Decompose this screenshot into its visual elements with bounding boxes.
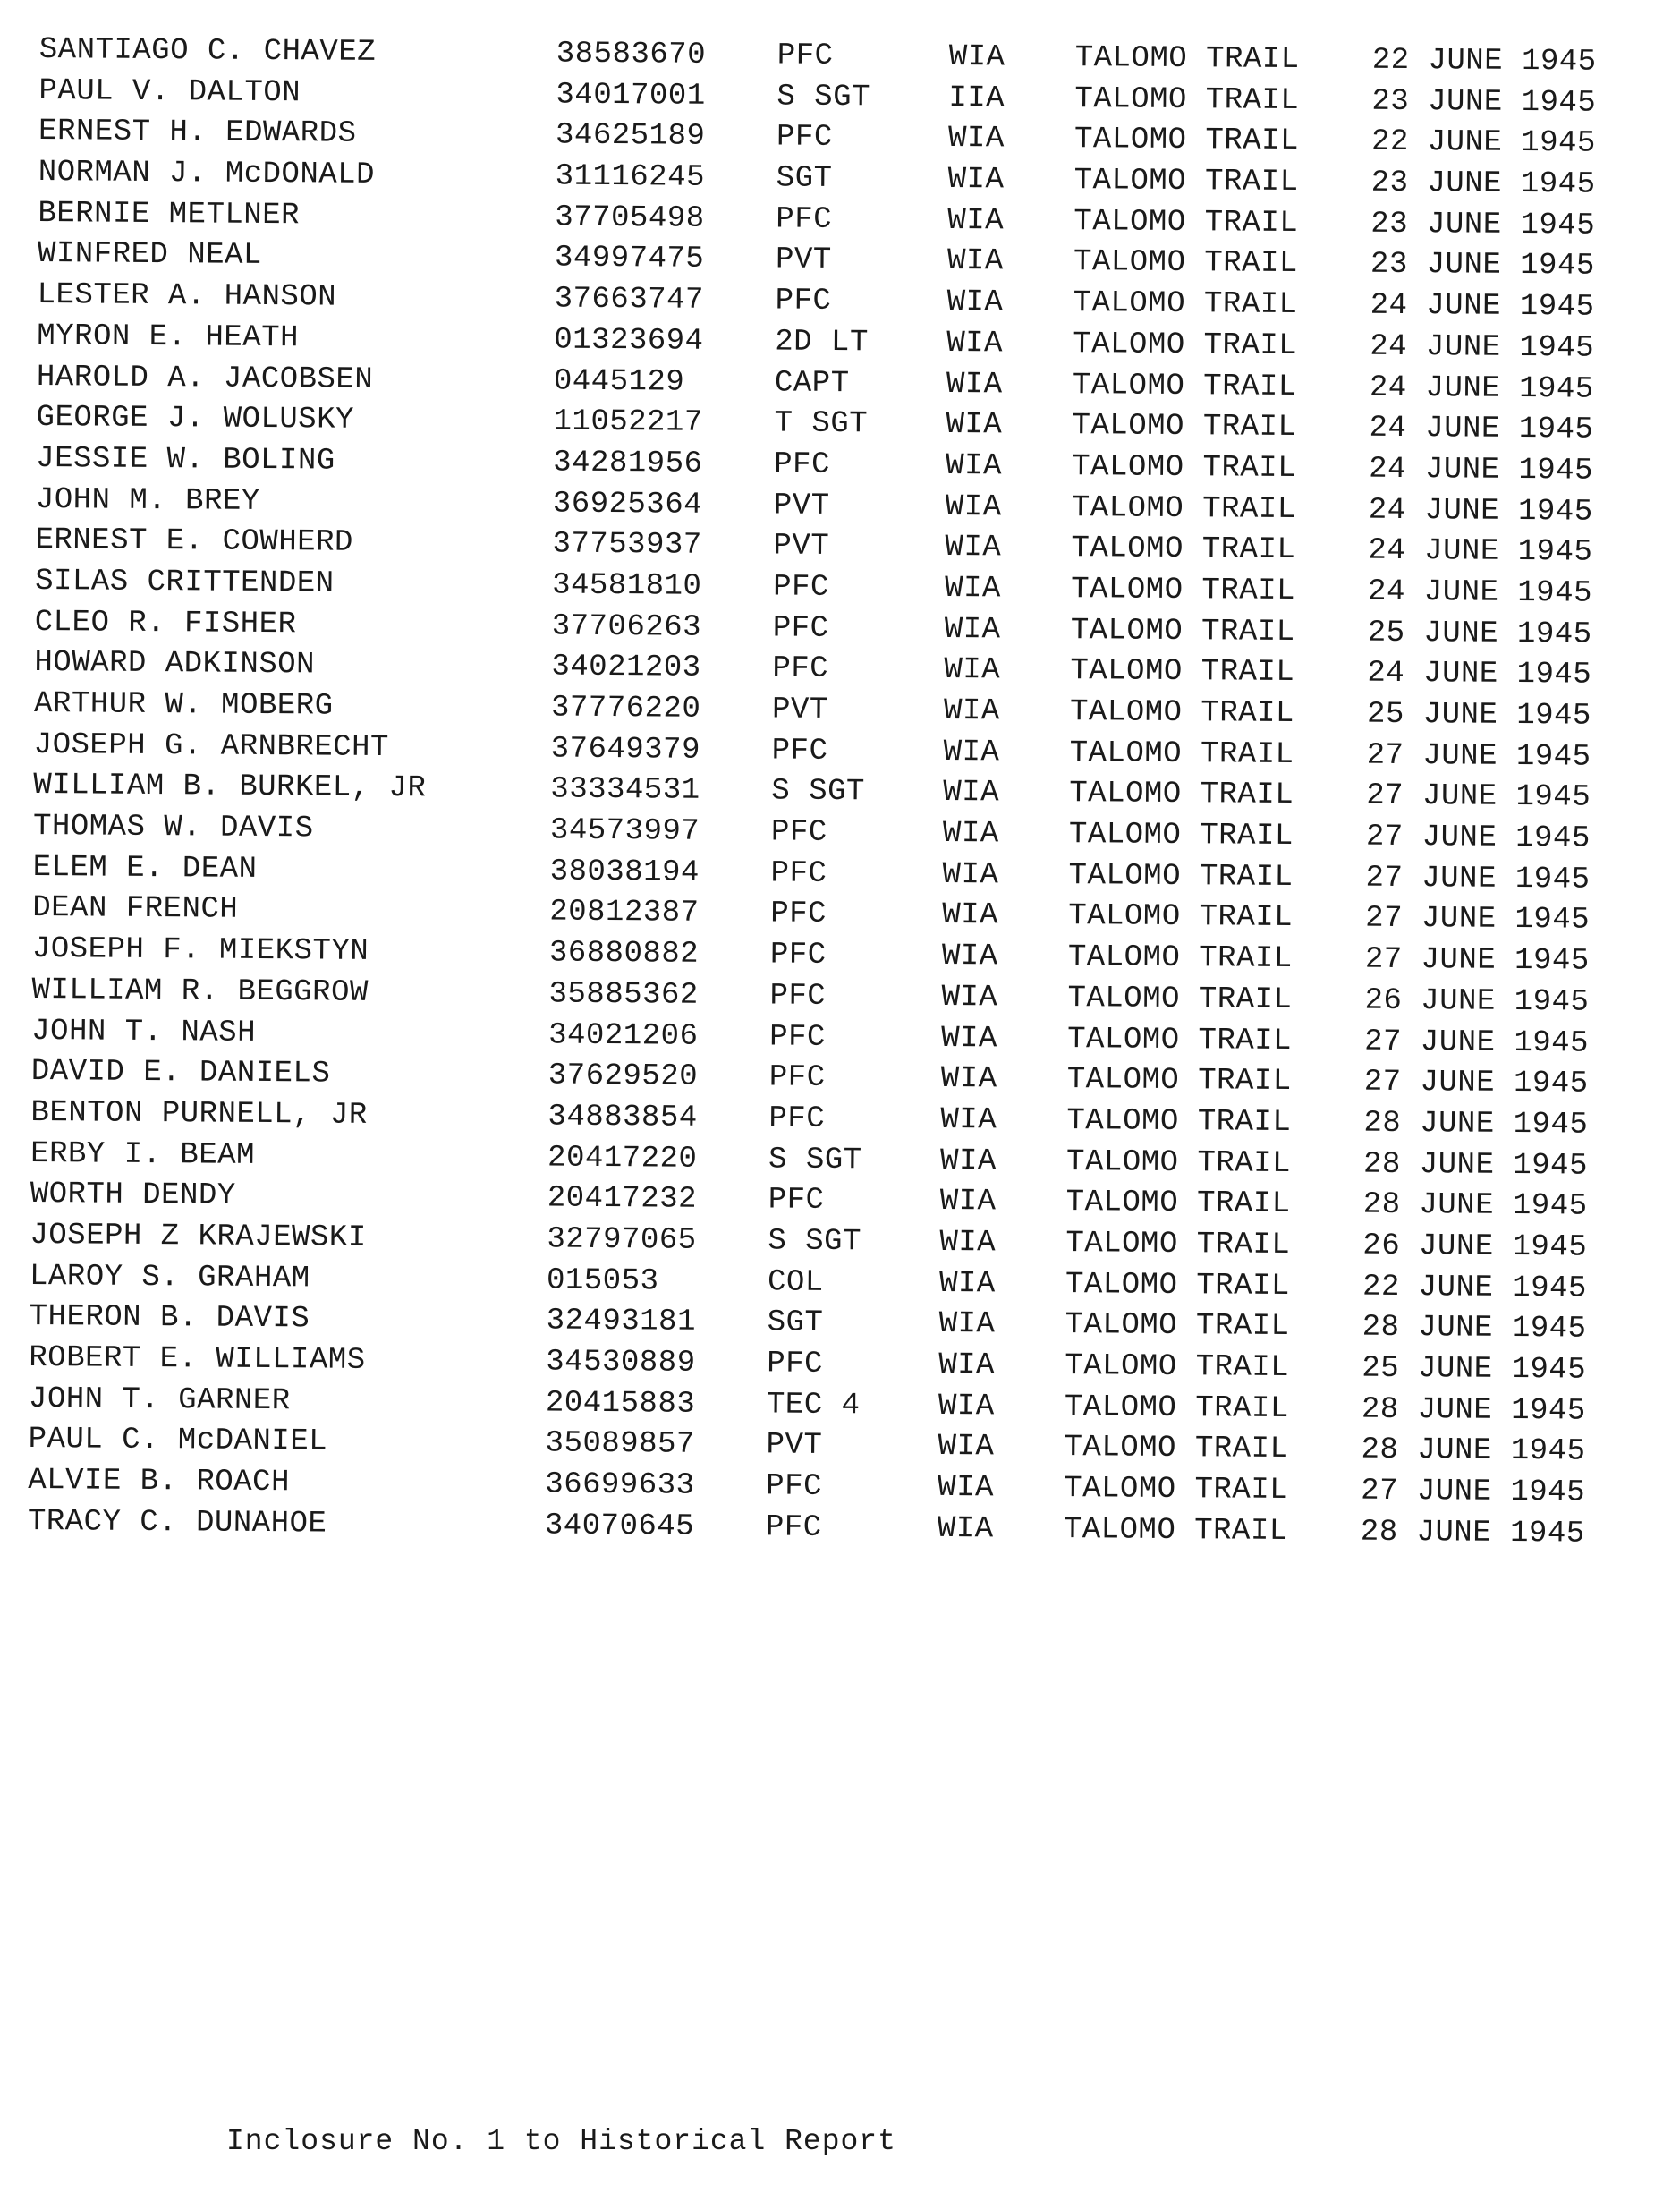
location: TALOMO TRAIL xyxy=(1070,654,1295,691)
soldier-name: WORTH DENDY xyxy=(30,1177,236,1214)
casualty-date: 27 JUNE 1945 xyxy=(1361,1474,1586,1510)
casualty-date: 27 JUNE 1945 xyxy=(1364,942,1590,979)
casualty-date: 25 JUNE 1945 xyxy=(1367,616,1592,652)
location: TALOMO TRAIL xyxy=(1072,449,1297,486)
serial-number: 31116245 xyxy=(555,159,706,195)
location: TALOMO TRAIL xyxy=(1067,1022,1293,1058)
serial-number: 34021203 xyxy=(551,650,701,686)
casualty-date: 23 JUNE 1945 xyxy=(1370,248,1595,285)
casualty-status: WIA xyxy=(940,1062,997,1097)
location: TALOMO TRAIL xyxy=(1068,858,1294,895)
casualty-status: WIA xyxy=(946,326,1004,361)
serial-number: 20812387 xyxy=(549,895,700,931)
casualty-date: 24 JUNE 1945 xyxy=(1367,574,1593,611)
rank: PFC xyxy=(769,938,827,973)
serial-number: 36925364 xyxy=(552,487,703,523)
location: TALOMO TRAIL xyxy=(1065,1226,1291,1262)
rank: PFC xyxy=(766,1469,823,1504)
casualty-status: WIA xyxy=(946,367,1003,402)
rank: SGT xyxy=(767,1305,824,1341)
rank: PFC xyxy=(768,1183,825,1219)
rank: S SGT xyxy=(768,1224,862,1260)
casualty-status: WIA xyxy=(941,939,998,974)
casualty-status: WIA xyxy=(937,1511,994,1547)
serial-number: 01323694 xyxy=(554,323,704,359)
soldier-name: JOSEPH F. MIEKSTYN xyxy=(31,932,369,970)
serial-number: 37663747 xyxy=(554,282,705,318)
soldier-name: ERNEST E. COWHERD xyxy=(35,523,354,561)
casualty-date: 26 JUNE 1945 xyxy=(1364,983,1590,1020)
location: TALOMO TRAIL xyxy=(1069,735,1294,772)
location: TALOMO TRAIL xyxy=(1074,81,1300,118)
soldier-name: ERNEST H. EDWARDS xyxy=(38,115,357,152)
serial-number: 37649379 xyxy=(550,732,701,768)
casualty-date: 27 JUNE 1945 xyxy=(1366,779,1591,816)
casualty-status: WIA xyxy=(947,203,1005,239)
casualty-status: WIA xyxy=(938,1347,996,1383)
serial-number: 34581810 xyxy=(551,568,702,604)
soldier-name: MYRON E. HEATH xyxy=(37,319,300,356)
serial-number: 0445129 xyxy=(553,364,685,400)
casualty-date: 27 JUNE 1945 xyxy=(1364,1024,1590,1061)
casualty-date: 24 JUNE 1945 xyxy=(1370,288,1595,325)
soldier-name: ROBERT E. WILLIAMS xyxy=(29,1340,366,1378)
location: TALOMO TRAIL xyxy=(1072,368,1297,404)
casualty-roster xyxy=(28,30,1650,1556)
casualty-date: 28 JUNE 1945 xyxy=(1360,1515,1585,1551)
serial-number: 015053 xyxy=(546,1263,659,1299)
casualty-status: WIA xyxy=(942,898,999,933)
serial-number: 34625189 xyxy=(555,118,706,155)
location: TALOMO TRAIL xyxy=(1064,1431,1289,1467)
soldier-name: GEORGE J. WOLUSKY xyxy=(36,401,355,438)
serial-number: 33334531 xyxy=(550,772,700,809)
serial-number: 35885362 xyxy=(548,977,699,1013)
serial-number: 38583670 xyxy=(556,37,707,72)
casualty-date: 27 JUNE 1945 xyxy=(1365,902,1591,939)
casualty-status: WIA xyxy=(938,1430,995,1465)
location: TALOMO TRAIL xyxy=(1069,777,1294,813)
soldier-name: WILLIAM B. BURKEL, JR xyxy=(33,769,427,806)
rank: PFC xyxy=(772,570,830,605)
rank: T SGT xyxy=(774,406,869,442)
casualty-date: 24 JUNE 1945 xyxy=(1367,656,1592,693)
soldier-name: LESTER A. HANSON xyxy=(37,278,337,315)
serial-number: 20415883 xyxy=(545,1386,696,1422)
casualty-status: WIA xyxy=(943,776,1000,811)
location: TALOMO TRAIL xyxy=(1065,1308,1290,1345)
casualty-status: WIA xyxy=(944,571,1001,607)
rank: PVT xyxy=(771,693,828,727)
casualty-date: 24 JUNE 1945 xyxy=(1369,411,1594,447)
location: TALOMO TRAIL xyxy=(1073,164,1299,200)
casualty-date: 23 JUNE 1945 xyxy=(1370,166,1596,202)
soldier-name: PAUL C. McDANIEL xyxy=(28,1423,328,1459)
soldier-name: HOWARD ADKINSON xyxy=(34,646,316,683)
rank: TEC 4 xyxy=(766,1388,861,1423)
serial-number: 34070645 xyxy=(544,1509,695,1544)
location: TALOMO TRAIL xyxy=(1065,1144,1292,1181)
rank: S SGT xyxy=(768,1143,862,1177)
soldier-name: JOSEPH G. ARNBRECHT xyxy=(33,727,390,765)
location: TALOMO TRAIL xyxy=(1064,1472,1289,1509)
soldier-name: JOHN M. BREY xyxy=(35,482,260,519)
soldier-name: ALVIE B. ROACH xyxy=(28,1464,291,1500)
rank: PFC xyxy=(776,38,834,73)
location: TALOMO TRAIL xyxy=(1063,1512,1288,1549)
location: TALOMO TRAIL xyxy=(1065,1186,1291,1222)
location: TALOMO TRAIL xyxy=(1073,123,1300,159)
casualty-date: 22 JUNE 1945 xyxy=(1362,1270,1588,1306)
serial-number: 37706263 xyxy=(551,609,702,645)
serial-number: 37629520 xyxy=(547,1058,699,1095)
serial-number: 32493181 xyxy=(546,1304,697,1340)
casualty-status: IIA xyxy=(948,81,1005,116)
casualty-date: 28 JUNE 1945 xyxy=(1362,1310,1587,1347)
casualty-date: 23 JUNE 1945 xyxy=(1371,84,1597,121)
casualty-status: WIA xyxy=(938,1307,996,1342)
casualty-date: 25 JUNE 1945 xyxy=(1366,697,1592,734)
soldier-name: WILLIAM R. BEGGROW xyxy=(31,973,369,1010)
location: TALOMO TRAIL xyxy=(1065,1267,1291,1304)
soldier-name: HAROLD A. JACOBSEN xyxy=(36,360,374,397)
location: TALOMO TRAIL xyxy=(1073,286,1298,323)
soldier-name: CLEO R. FISHER xyxy=(34,605,297,642)
casualty-status: WIA xyxy=(945,531,1002,565)
serial-number: 35089857 xyxy=(545,1426,695,1463)
rank: SGT xyxy=(776,161,833,197)
serial-number: 34017001 xyxy=(556,78,706,114)
soldier-name: ARTHUR W. MOBERG xyxy=(33,686,334,724)
casualty-date: 24 JUNE 1945 xyxy=(1369,370,1594,407)
serial-number: 37776220 xyxy=(550,691,701,727)
location: TALOMO TRAIL xyxy=(1073,204,1299,241)
casualty-status: WIA xyxy=(942,817,999,852)
serial-number: 34530889 xyxy=(546,1345,696,1381)
casualty-status: WIA xyxy=(944,653,1001,688)
location: TALOMO TRAIL xyxy=(1067,981,1293,1017)
casualty-date: 28 JUNE 1945 xyxy=(1361,1433,1586,1469)
casualty-date: 27 JUNE 1945 xyxy=(1365,861,1591,897)
location: TALOMO TRAIL xyxy=(1064,1390,1289,1426)
rank: PFC xyxy=(774,447,831,482)
rank: PFC xyxy=(770,856,827,891)
serial-number: 34997475 xyxy=(554,241,705,277)
rank: PFC xyxy=(768,1101,826,1136)
casualty-date: 28 JUNE 1945 xyxy=(1361,1392,1586,1429)
casualty-date: 27 JUNE 1945 xyxy=(1365,820,1591,856)
casualty-date: 24 JUNE 1945 xyxy=(1370,329,1595,366)
rank: PVT xyxy=(775,242,832,278)
location: TALOMO TRAIL xyxy=(1069,695,1295,732)
casualty-status: WIA xyxy=(944,612,1001,648)
location: TALOMO TRAIL xyxy=(1074,41,1300,78)
soldier-name: PAUL V. DALTON xyxy=(38,73,301,110)
location: TALOMO TRAIL xyxy=(1067,940,1293,977)
casualty-date: 24 JUNE 1945 xyxy=(1368,493,1593,530)
casualty-status: WIA xyxy=(938,1266,996,1302)
soldier-name: SANTIAGO C. CHAVEZ xyxy=(38,32,377,70)
soldier-name: BERNIE METLNER xyxy=(38,196,301,234)
soldier-name: THOMAS W. DAVIS xyxy=(32,810,314,846)
casualty-status: WIA xyxy=(938,1389,995,1424)
serial-number: 34281956 xyxy=(553,446,703,481)
casualty-status: WIA xyxy=(947,163,1005,198)
soldier-name: DAVID E. DANIELS xyxy=(30,1055,331,1092)
soldier-name: LAROY S. GRAHAM xyxy=(29,1259,310,1296)
rank: PVT xyxy=(766,1428,823,1464)
rank: PVT xyxy=(773,489,830,523)
casualty-status: WIA xyxy=(945,489,1002,525)
inclosure-footer: Inclosure No. 1 to Historical Report xyxy=(226,2125,896,2158)
soldier-name: JESSIE W. BOLING xyxy=(36,441,335,479)
soldier-name: ERBY I. BEAM xyxy=(30,1136,256,1173)
serial-number: 37705498 xyxy=(555,200,705,236)
rank: PFC xyxy=(776,202,833,237)
location: TALOMO TRAIL xyxy=(1065,1349,1290,1386)
casualty-status: WIA xyxy=(941,980,998,1016)
casualty-status: WIA xyxy=(942,857,999,893)
soldier-name: JOHN T. GARNER xyxy=(28,1381,291,1418)
casualty-status: WIA xyxy=(948,39,1005,75)
soldier-name: NORMAN J. McDONALD xyxy=(38,156,376,193)
casualty-status: WIA xyxy=(946,408,1003,443)
rank: PFC xyxy=(770,815,827,851)
casualty-status: WIA xyxy=(946,448,1003,484)
casualty-status: WIA xyxy=(940,1102,997,1138)
casualty-status: WIA xyxy=(943,735,1000,770)
soldier-name: SILAS CRITTENDEN xyxy=(35,564,335,601)
serial-number: 34883854 xyxy=(547,1100,698,1135)
location: TALOMO TRAIL xyxy=(1073,245,1298,282)
serial-number: 32797065 xyxy=(547,1222,697,1258)
rank: PFC xyxy=(768,1060,826,1096)
rank: S SGT xyxy=(771,774,866,810)
soldier-name: TRACY C. DUNAHOE xyxy=(27,1504,327,1542)
rank: PFC xyxy=(769,979,827,1014)
rank: PFC xyxy=(776,120,833,156)
casualty-status: WIA xyxy=(946,285,1004,320)
rank: PFC xyxy=(775,284,832,319)
location: TALOMO TRAIL xyxy=(1066,1063,1292,1100)
serial-number: 34573997 xyxy=(549,813,700,849)
serial-number: 36880882 xyxy=(548,936,700,972)
serial-number: 20417220 xyxy=(547,1141,698,1177)
casualty-date: 24 JUNE 1945 xyxy=(1368,533,1593,570)
serial-number: 34021206 xyxy=(548,1018,699,1054)
casualty-status: WIA xyxy=(939,1185,997,1220)
casualty-date: 28 JUNE 1945 xyxy=(1362,1147,1589,1184)
casualty-status: WIA xyxy=(941,1021,998,1056)
casualty-date: 25 JUNE 1945 xyxy=(1362,1351,1587,1388)
rank: CAPT xyxy=(774,365,850,401)
soldier-name: JOHN T. NASH xyxy=(31,1014,257,1050)
casualty-date: 28 JUNE 1945 xyxy=(1362,1187,1588,1224)
serial-number: 11052217 xyxy=(553,404,703,441)
rank: PFC xyxy=(771,734,828,769)
casualty-date: 24 JUNE 1945 xyxy=(1369,452,1594,489)
casualty-date: 22 JUNE 1945 xyxy=(1370,125,1597,162)
casualty-date: 28 JUNE 1945 xyxy=(1363,1106,1589,1143)
casualty-status: WIA xyxy=(946,244,1004,279)
soldier-name: BENTON PURNELL, JR xyxy=(30,1095,368,1133)
location: TALOMO TRAIL xyxy=(1070,613,1295,650)
soldier-name: DEAN FRENCH xyxy=(32,891,239,928)
soldier-name: JOSEPH Z KRAJEWSKI xyxy=(30,1218,367,1255)
casualty-status: WIA xyxy=(947,122,1005,157)
rank: PFC xyxy=(765,1510,822,1545)
rank: PFC xyxy=(772,651,829,687)
location: TALOMO TRAIL xyxy=(1071,490,1296,527)
serial-number: 20417232 xyxy=(547,1181,698,1218)
casualty-status: WIA xyxy=(938,1471,995,1506)
casualty-date: 22 JUNE 1945 xyxy=(1371,43,1597,80)
rank: 2D LT xyxy=(775,325,869,361)
soldier-name: WINFRED NEAL xyxy=(37,237,263,274)
location: TALOMO TRAIL xyxy=(1068,899,1294,936)
location: TALOMO TRAIL xyxy=(1068,818,1294,854)
soldier-name: THERON B. DAVIS xyxy=(29,1300,310,1337)
rank: PFC xyxy=(767,1347,824,1381)
serial-number: 36699633 xyxy=(545,1467,695,1503)
casualty-status: WIA xyxy=(943,693,1000,729)
location: TALOMO TRAIL xyxy=(1070,573,1296,608)
casualty-date: 27 JUNE 1945 xyxy=(1366,738,1591,775)
serial-number: 37753937 xyxy=(552,527,702,564)
location: TALOMO TRAIL xyxy=(1073,327,1298,363)
casualty-date: 27 JUNE 1945 xyxy=(1363,1065,1589,1101)
location: TALOMO TRAIL xyxy=(1071,531,1296,568)
rank: COL xyxy=(767,1265,824,1300)
casualty-date: 26 JUNE 1945 xyxy=(1362,1228,1588,1265)
rank: S SGT xyxy=(776,80,871,115)
location: TALOMO TRAIL xyxy=(1066,1103,1292,1140)
rank: PFC xyxy=(769,1019,827,1055)
serial-number: 38038194 xyxy=(549,854,700,890)
location: TALOMO TRAIL xyxy=(1072,409,1297,446)
casualty-status: WIA xyxy=(939,1143,997,1179)
soldier-name: ELEM E. DEAN xyxy=(32,850,258,887)
casualty-status: WIA xyxy=(939,1225,997,1261)
rank: PVT xyxy=(773,529,830,565)
rank: PFC xyxy=(772,611,829,646)
casualty-date: 23 JUNE 1945 xyxy=(1370,207,1596,243)
rank: PFC xyxy=(770,897,827,932)
